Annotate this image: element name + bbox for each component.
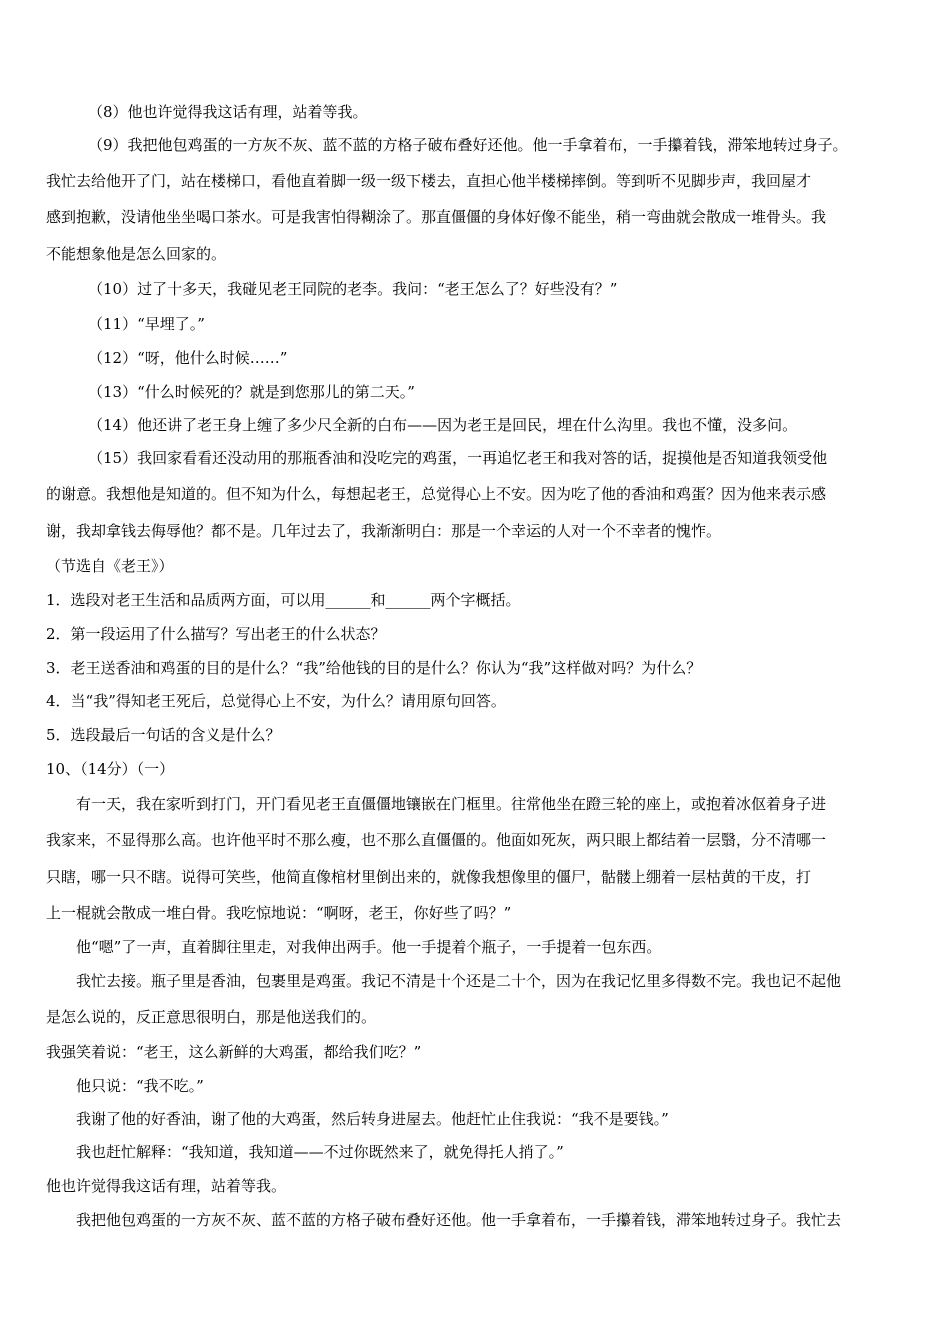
paragraph-9-line-3: 感到抱歉，没请他坐坐喝口茶水。可是我害怕得糊涂了。那直僵僵的身体好像不能坐，稍一弯曲就会散成一堆骨头。我 <box>46 208 827 226</box>
paragraph-15-line-1: （15）我回家看看还没动用的那瓶香油和没吃完的鸡蛋，一再追忆老王和我对答的话，捉摸他是否知道我领受他 <box>88 449 828 467</box>
passage-line-1: 有一天，我在家听到打门，开门看见老王直僵僵地镶嵌在门框里。往常他坐在蹬三轮的座上，或抱着冰伛着身子进 <box>76 795 827 813</box>
passage-line-4: 上一棍就会散成一堆白骨。我吃惊地说：“啊呀，老王，你好些了吗？” <box>46 904 512 922</box>
passage-line-10: 我谢了他的好香油，谢了他的大鸡蛋，然后转身进屋去。他赶忙止住我说：“我不是要钱。” <box>76 1110 669 1128</box>
paragraph-14: （14）他还讲了老王身上缠了多少尺全新的白布——因为老王是回民，埋在什么沟里。我也不懂，没多问。 <box>88 416 798 434</box>
passage-line-5: 他“嗯”了一声，直着脚往里走，对我伸出两手。他一手提着个瓶子，一手提着一包东西。 <box>76 938 662 956</box>
question-5: 5．选段最后一句话的含义是什么？ <box>46 726 281 744</box>
passage-line-6: 我忙去接。瓶子里是香油，包裹里是鸡蛋。我记不清是十个还是二十个，因为在我记忆里多得数不完。我也记不起他 <box>76 972 842 990</box>
question-2: 2．第一段运用了什么描写？写出老王的什么状态？ <box>46 625 386 643</box>
paragraph-13: （13）“什么时候死的？就是到您那儿的第二天。” <box>88 383 415 401</box>
paragraph-11: （11）“早埋了。” <box>88 315 205 333</box>
section-heading: 10、（14分）（一） <box>46 760 175 778</box>
paragraph-9-line-2: 我忙去给他开了门，站在楼梯口，看他直着脚一级一级下楼去，直担心他半楼梯摔倒。等到听不见脚步声，我回屋才 <box>46 172 812 190</box>
paragraph-12: （12）“呀，他什么时候……” <box>88 349 288 367</box>
paragraph-8: （8）他也许觉得我这话有理，站着等我。 <box>88 103 368 121</box>
passage-line-7: 是怎么说的，反正意思很明白，那是他送我们的。 <box>46 1008 377 1026</box>
paragraph-15-line-2: 的谢意。我想他是知道的。但不知为什么，每想起老王，总觉得心上不安。因为吃了他的香油和鸡蛋？因为他来表示感 <box>46 485 827 503</box>
paragraph-10: （10）过了十多天，我碰见老王同院的老李。我问：“老王怎么了？好些没有？” <box>88 280 618 298</box>
question-1: 1．选段对老王生活和品质两方面，可以用______和______两个字概括。 <box>46 591 521 609</box>
paragraph-9-line-1: （9）我把他包鸡蛋的一方灰不灰、蓝不蓝的方格子破布叠好还他。他一手拿着布，一手攥着钱，滞笨地转过身子。 <box>88 136 848 154</box>
paragraph-15-line-3: 谢，我却拿钱去侮辱他？都不是。几年过去了，我渐渐明白：那是一个幸运的人对一个不幸者的愧怍。 <box>46 522 722 540</box>
passage-line-3: 只瞎，哪一只不瞎。说得可笑些，他简直像棺材里倒出来的，就像我想像里的僵尸，骷髅上绷着一层枯黄的干皮，打 <box>46 868 812 886</box>
passage-line-2: 我家来，不显得那么高。也许他平时不那么瘦，也不那么直僵僵的。他面如死灰，两只眼上都结着一层翳，分不清哪一 <box>46 831 827 849</box>
question-3: 3．老王送香油和鸡蛋的目的是什么？“我”给他钱的目的是什么？你认为“我”这样做对吗？为什么？ <box>46 659 702 677</box>
passage-line-9: 他只说：“我不吃。” <box>76 1077 204 1095</box>
passage-line-11: 我也赶忙解释：“我知道，我知道——不过你既然来了，就免得托人捎了。” <box>76 1143 564 1161</box>
source-note: （节选自《老王》） <box>46 557 174 575</box>
paragraph-9-line-4: 不能想象他是怎么回家的。 <box>46 245 227 263</box>
question-4: 4．当“我”得知老王死后，总觉得心上不安，为什么？请用原句回答。 <box>46 692 506 710</box>
passage-line-8: 我强笑着说：“老王，这么新鲜的大鸡蛋，都给我们吃？” <box>46 1043 422 1061</box>
passage-line-13: 我把他包鸡蛋的一方灰不灰、蓝不蓝的方格子破布叠好还他。他一手拿着布，一手攥着钱，滞笨地转过身子。我忙去 <box>76 1211 842 1229</box>
passage-line-12: 他也许觉得我这话有理，站着等我。 <box>46 1177 287 1195</box>
